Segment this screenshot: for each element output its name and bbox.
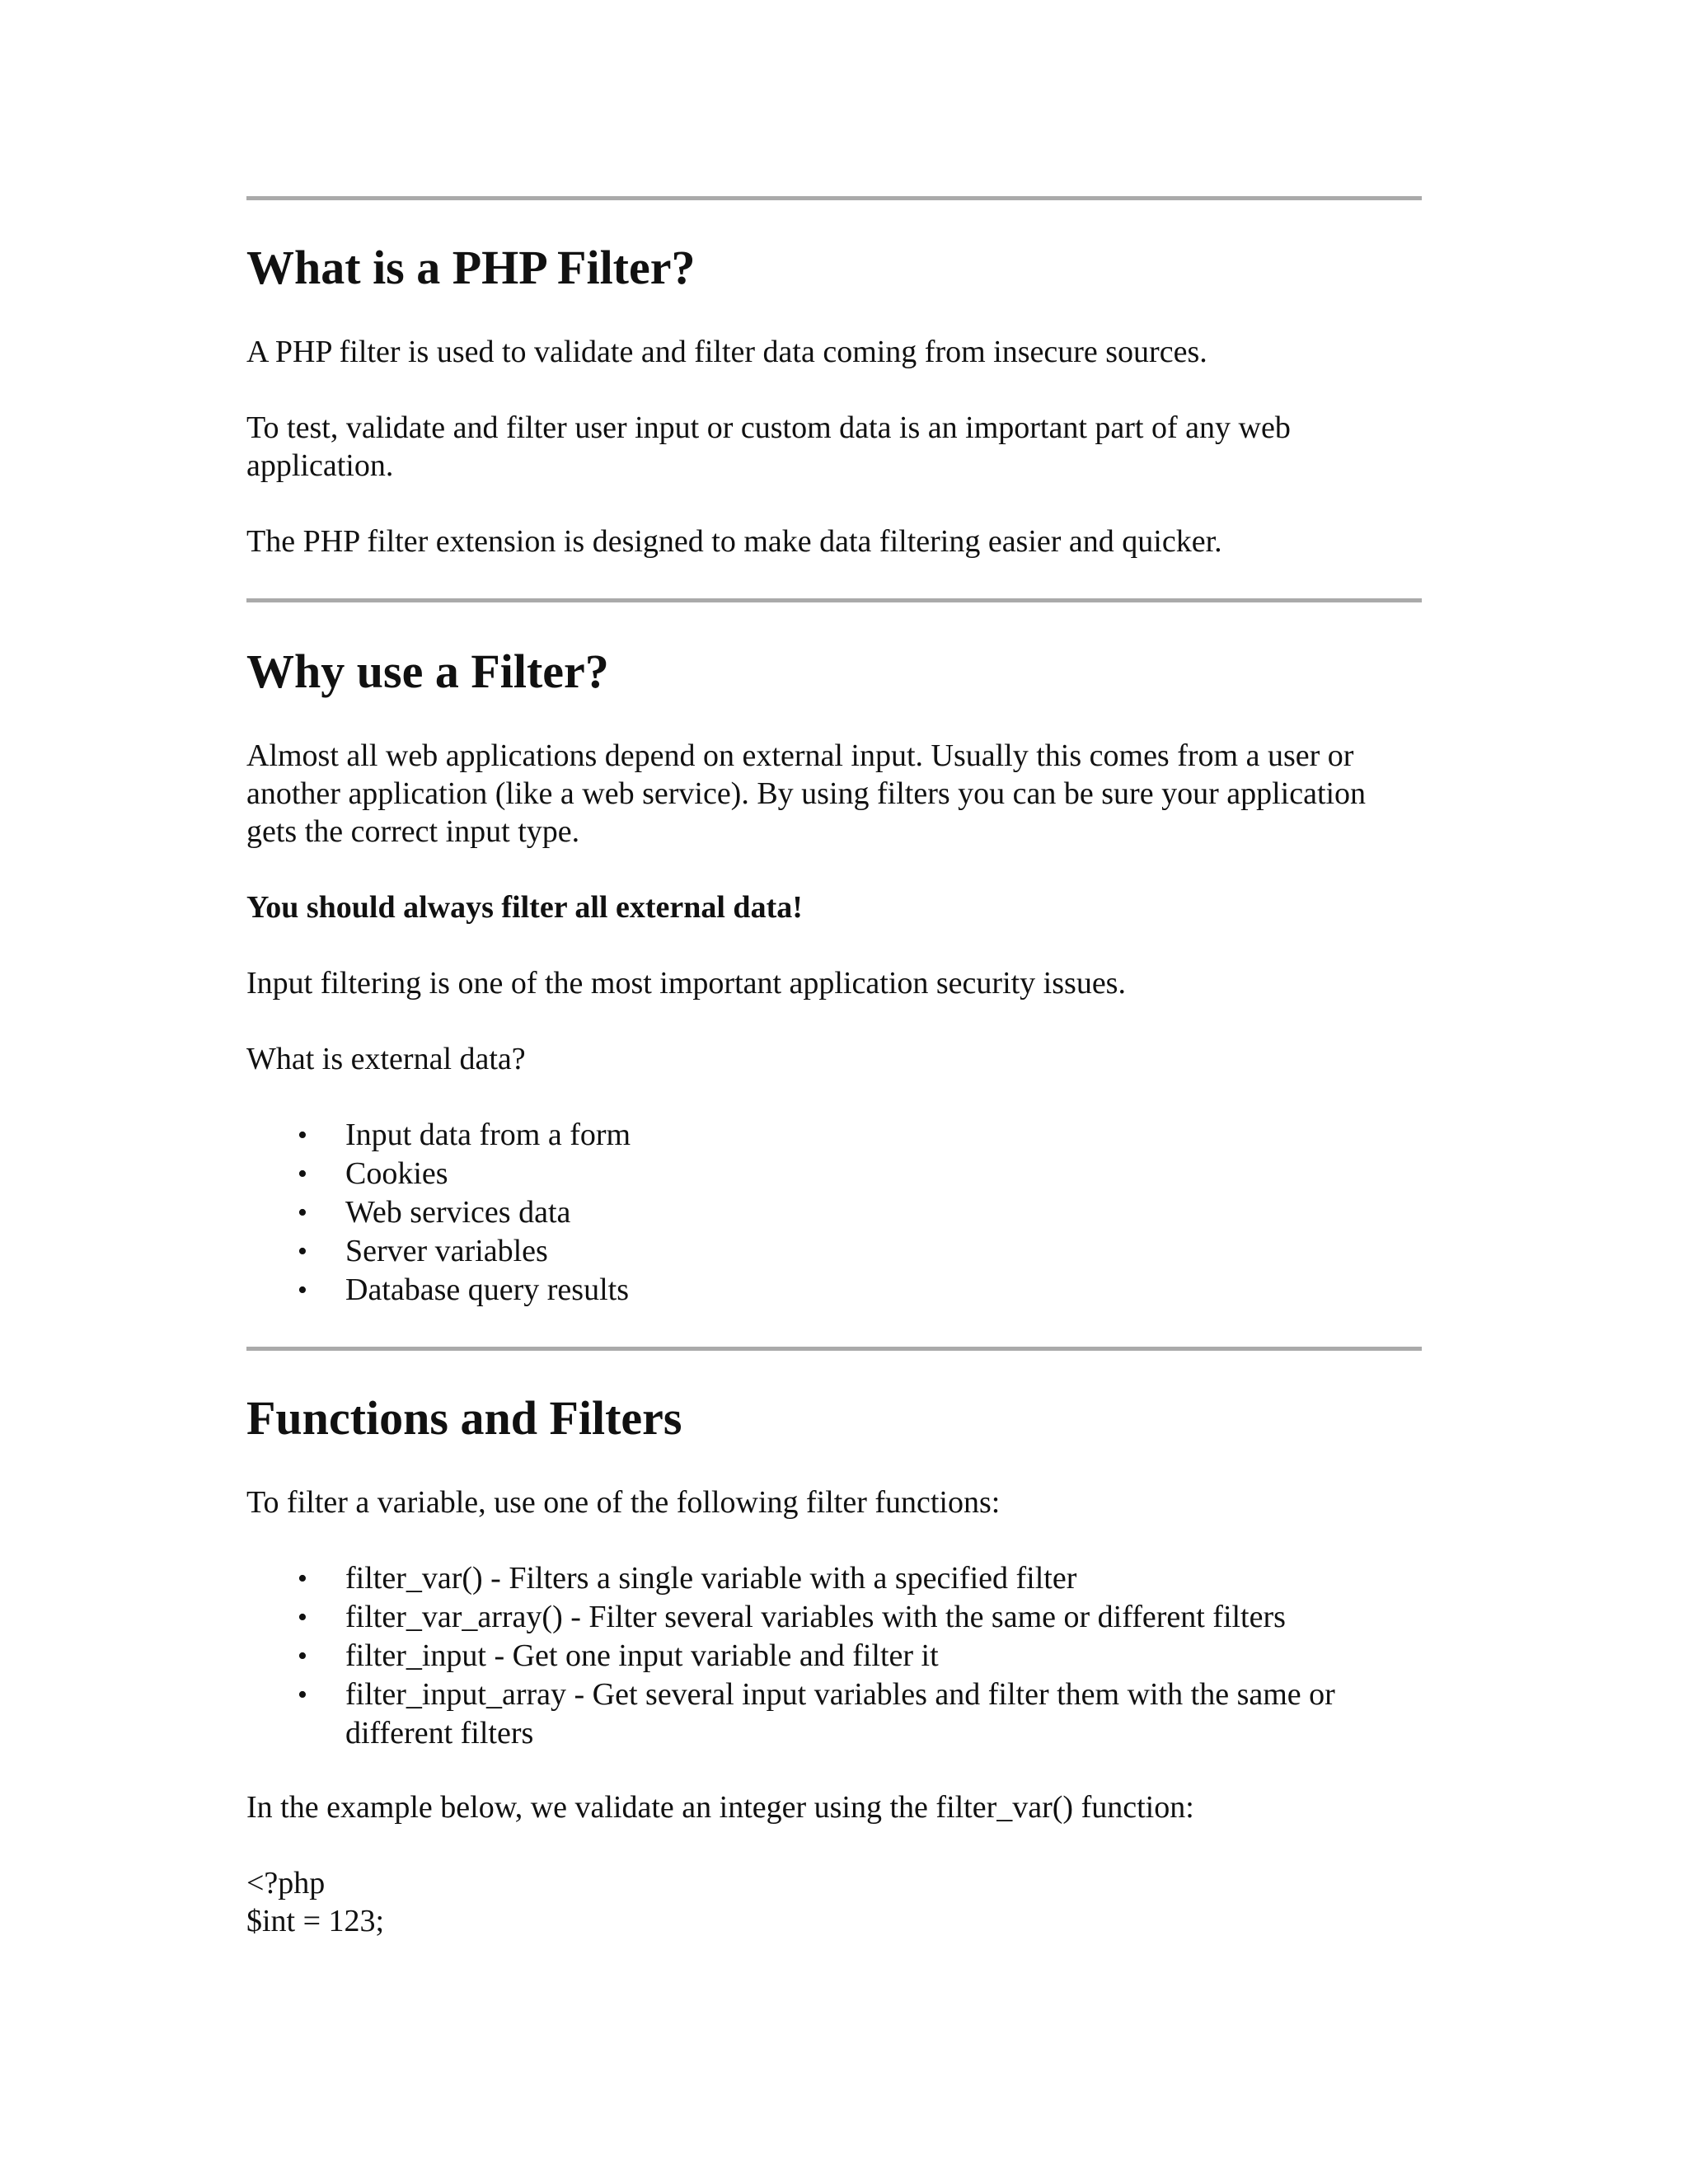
bullet-icon: • bbox=[298, 1602, 307, 1633]
list-item-text: filter_var_array() - Filter several variables with the same or different filters bbox=[345, 1600, 1286, 1634]
section-heading: Functions and Filters bbox=[246, 1391, 682, 1445]
list-item-text: filter_input - Get one input variable and filter it bbox=[345, 1638, 939, 1673]
list-item bbox=[246, 1271, 1422, 1310]
paragraph: To filter a variable, use one of the following filter functions: bbox=[246, 1485, 1001, 1520]
list-item-text: filter_var() - Filters a single variable with a specified filter bbox=[345, 1561, 1077, 1596]
list-item-text: Server variables bbox=[345, 1234, 548, 1268]
paragraph: Almost all web applications depend on external input. Usually this comes from a user or another application (like a web service). By using filters you can be sure your application gets the correct input type. bbox=[246, 738, 1367, 849]
external-data-list bbox=[246, 1116, 1422, 1310]
list-item bbox=[246, 1116, 1422, 1155]
bullet-icon: • bbox=[298, 1641, 307, 1671]
list-item-text: Database query results bbox=[345, 1272, 629, 1307]
bullet-icon: • bbox=[298, 1236, 307, 1267]
horizontal-rule bbox=[246, 196, 1422, 200]
code-line: $int = 123; bbox=[246, 1904, 385, 1938]
list-item bbox=[246, 1559, 1422, 1598]
list-item-text: Input data from a form bbox=[345, 1118, 631, 1152]
list-item bbox=[246, 1675, 1422, 1753]
list-item bbox=[246, 1155, 1422, 1193]
list-item-text: filter_input_array - Get several input variables and filter them with the same or different filters bbox=[345, 1677, 1335, 1750]
horizontal-rule bbox=[246, 598, 1422, 602]
section-heading: Why use a Filter? bbox=[246, 644, 609, 698]
paragraph: The PHP filter extension is designed to make data filtering easier and quicker. bbox=[246, 524, 1222, 559]
bullet-icon: • bbox=[298, 1197, 307, 1228]
list-item bbox=[246, 1598, 1422, 1637]
emphasis-paragraph: You should always filter all external data! bbox=[246, 890, 803, 925]
paragraph: Input filtering is one of the most important application security issues. bbox=[246, 966, 1126, 1001]
section-heading: What is a PHP Filter? bbox=[246, 241, 696, 294]
bullet-icon: • bbox=[298, 1563, 307, 1594]
bullet-icon: • bbox=[298, 1159, 307, 1189]
paragraph: In the example below, we validate an integer using the filter_var() function: bbox=[246, 1790, 1194, 1825]
paragraph: A PHP filter is used to validate and filter data coming from insecure sources. bbox=[246, 335, 1207, 369]
paragraph: To test, validate and filter user input or custom data is an important part of any web application. bbox=[246, 410, 1291, 483]
paragraph: What is external data? bbox=[246, 1042, 526, 1076]
list-item bbox=[246, 1637, 1422, 1675]
list-item-text: Cookies bbox=[345, 1156, 448, 1191]
list-item bbox=[246, 1193, 1422, 1232]
list-item-text: Web services data bbox=[345, 1195, 571, 1230]
bullet-icon: • bbox=[298, 1680, 307, 1710]
bullet-icon: • bbox=[298, 1120, 307, 1151]
bullet-icon: • bbox=[298, 1275, 307, 1305]
list-item bbox=[246, 1232, 1422, 1271]
filter-functions-list bbox=[246, 1559, 1422, 1753]
code-line: <?php bbox=[246, 1866, 326, 1900]
horizontal-rule bbox=[246, 1347, 1422, 1351]
